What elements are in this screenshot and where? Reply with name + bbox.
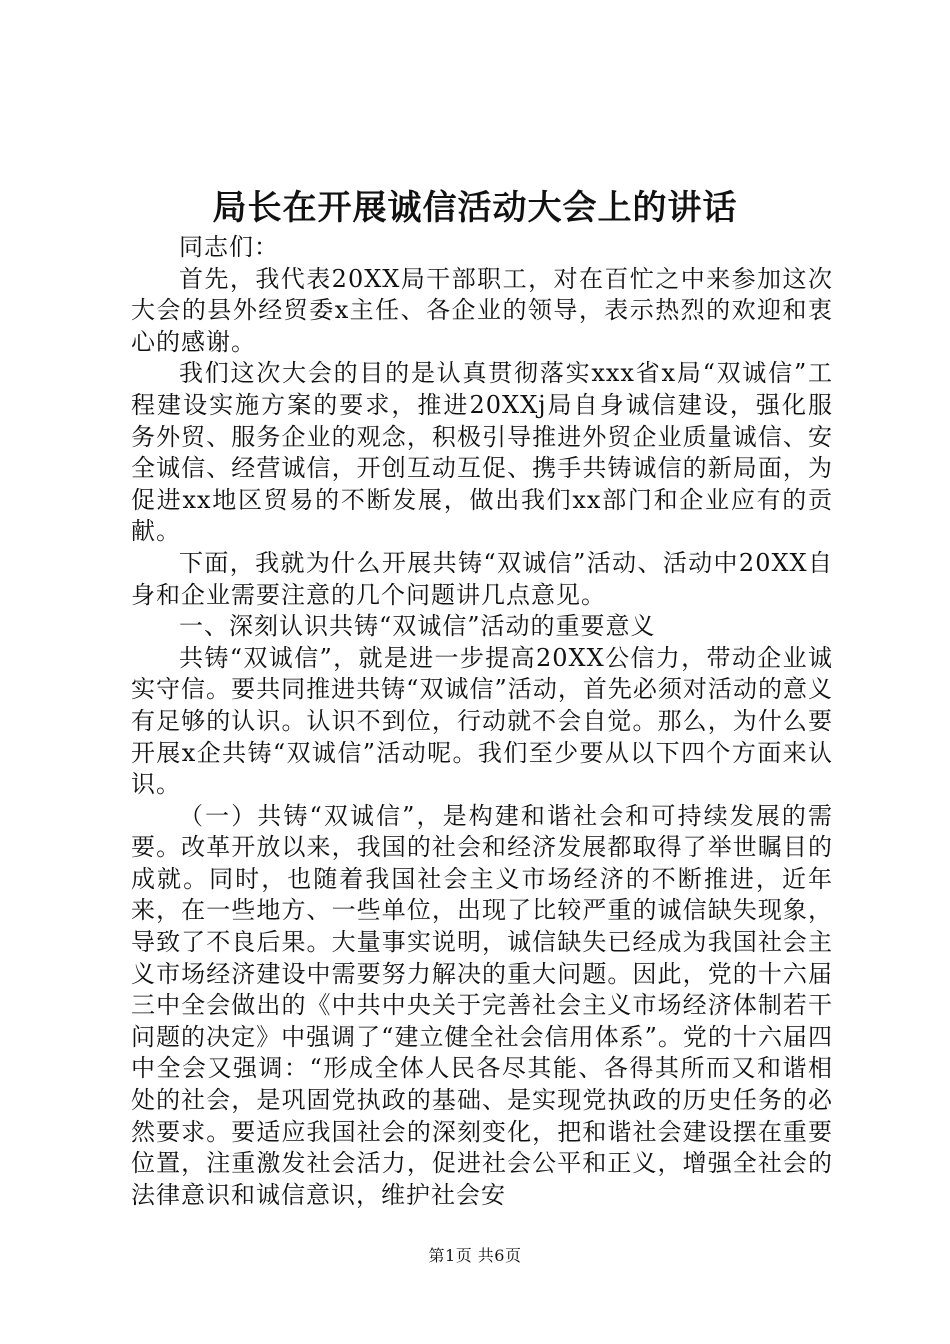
page-number-footer: 第1页 共6页 [428, 1246, 522, 1265]
document-body [131, 232, 833, 1211]
paragraph-1: 首先，我代表20XX局干部职工，对在百忙之中来参加这次大会的县外经贸委x主任、各企业的领导，表示热烈的欢迎和衷心的感谢。 [131, 264, 833, 356]
paragraph-5: （一）共铸“双诚信”，是构建和谐社会和可持续发展的需要。改革开放以来，我国的社会和经济发展都取得了举世瞩目的成就。同时，也随着我国社会主义市场经济的不断推进，近年来，在一些地方、一些单位，出现了比较严重的诚信缺失现象，导致了不良后果。大量事实说明，诚信缺失已经成为我国社会主义市场经济建设中需要努力解决的重大问题。因此，党的十六届三中全会做出的《中共中央关于完善社会主义市场经济体制若干问题的决定》中强调了“建立健全社会信用体系”。党的十六届四中全会又强调：“形成全体人民各尽其能、各得其所而又和谐相处的社会，是巩固党执政的基础、是实现党执政的历史任务的必然要求。要适应我国社会的深刻变化，把和谐社会建设摆在重要位置，注重激发社会活力，促进社会公平和正义，增强全社会的法律意识和诚信意识，维护社会安 [131, 801, 833, 1209]
section-heading-1: 一、深刻认识共铸“双诚信”活动的重要意义 [179, 612, 656, 641]
paragraph-4: 共铸“双诚信”，就是进一步提高20XX公信力，带动企业诚实守信。要共同推进共铸“双诚信”活动，首先必须对活动的意义有足够的认识。认识不到位，行动就不会自觉。那么，为什么要开展x企共铸“双诚信”活动呢。我们至少要从以下四个方面来认识。 [131, 643, 833, 799]
paragraph-3: 下面，我就为什么开展共铸“双诚信”活动、活动中20XX自身和企业需要注意的几个问题讲几点意见。 [131, 548, 833, 609]
page-title: 局长在开展诚信活动大会上的讲话 [212, 188, 738, 228]
paragraph-2: 我们这次大会的目的是认真贯彻落实xxx省x局“双诚信”工程建设实施方案的要求，推进20XXj局自身诚信建设，强化服务外贸、服务企业的观念，积极引导推进外贸企业质量诚信、安全诚信、经营诚信，开创互动互促、携手共铸诚信的新局面，为促进xx地区贸易的不断发展，做出我们xx部门和企业应有的贡献。 [131, 359, 833, 546]
paragraph-greeting: 同志们： [179, 233, 279, 261]
